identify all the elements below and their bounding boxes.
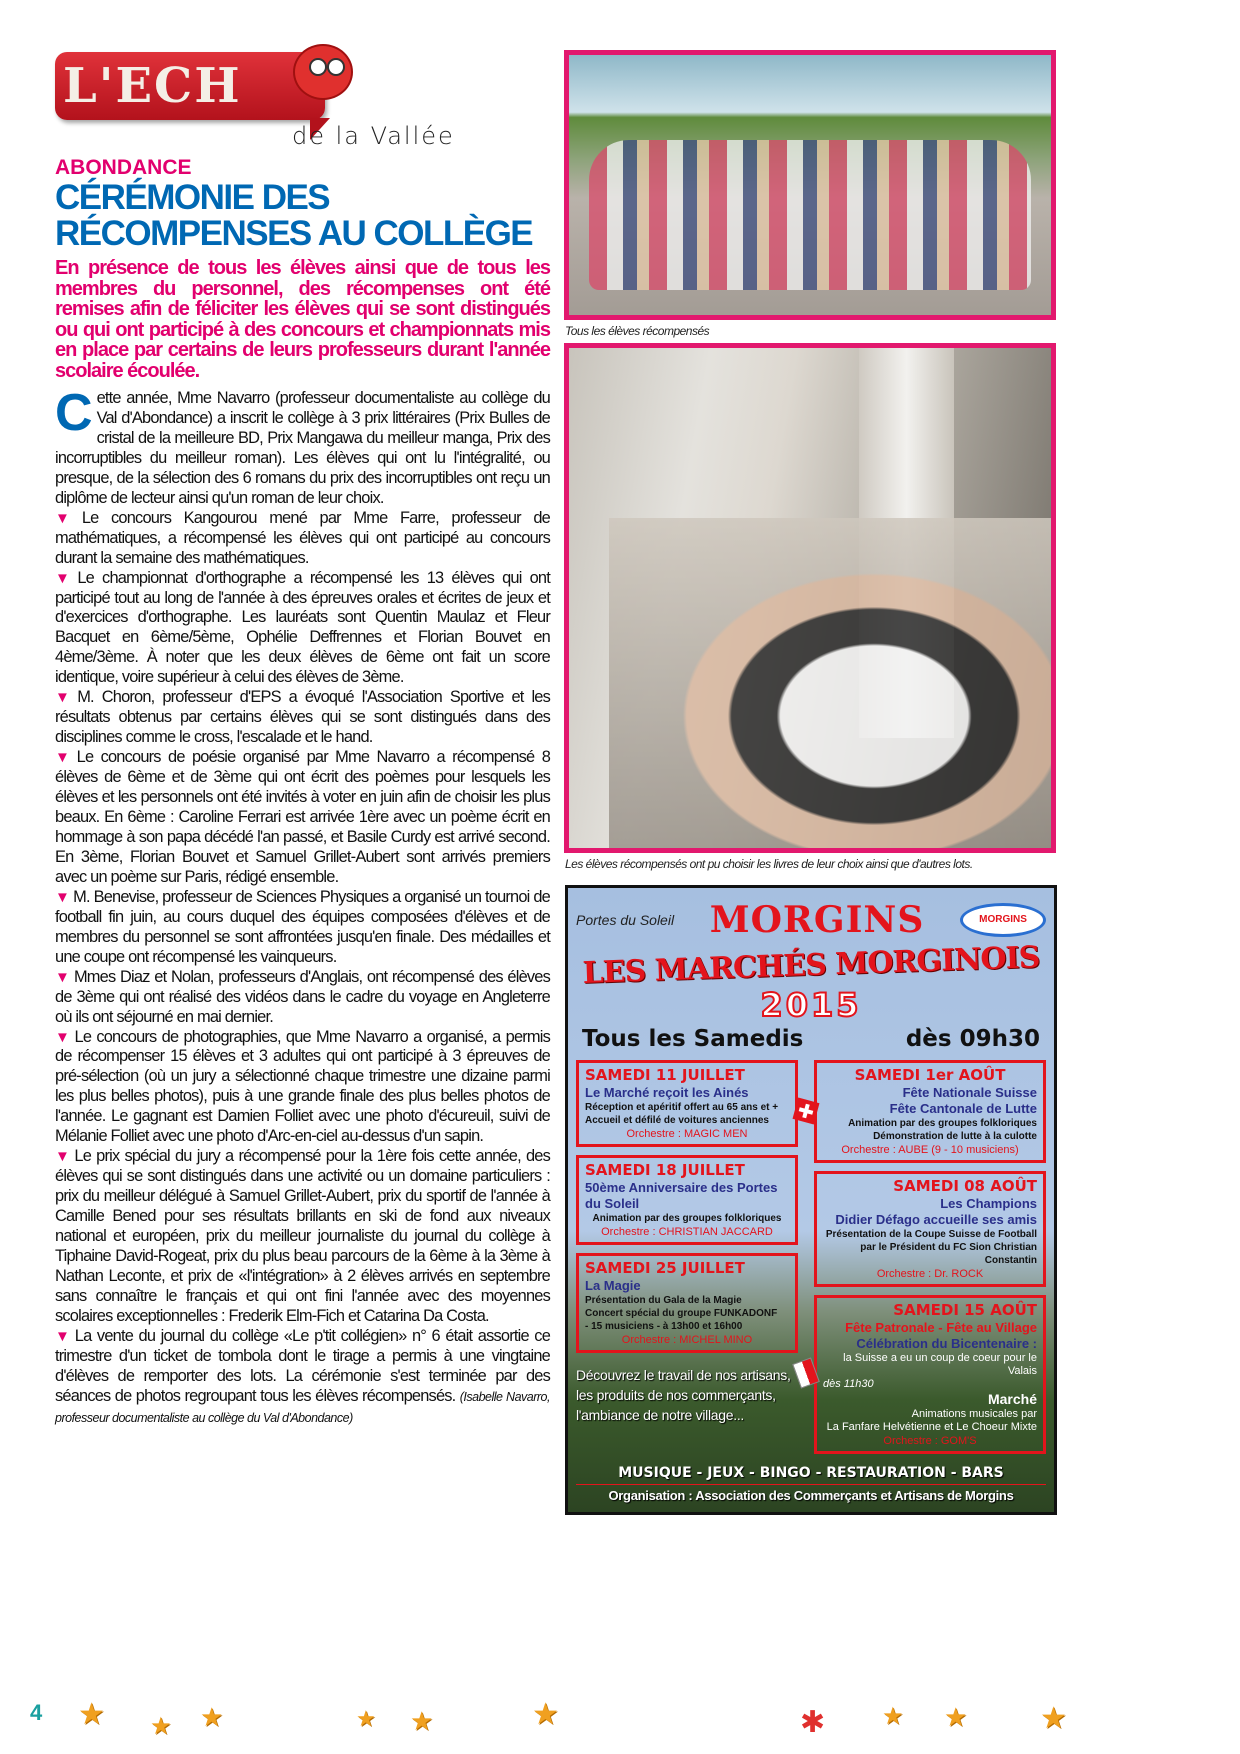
starfish-icon: ★	[356, 1706, 376, 1731]
students-group	[589, 140, 1031, 290]
ad-schedule	[576, 1024, 1046, 1054]
starfish-icon: ★	[78, 1698, 105, 1731]
ad-discover: Découvrez le travail de nos artisans, les produits de nos commerçants, l'ambiance de notre village...	[576, 1367, 791, 1423]
ad-headline: LES MARCHÉS MORGINOIS	[582, 940, 1040, 991]
event-column-left	[576, 1060, 798, 1454]
paragraph: ▼ Le concours de photographies, que Mme Navarro a organisé, a permis de récompenser 15 élèves et 3 adultes qui ont participé à 3 épreuves de pré-sélection (où un jury a sélectionné chaque trimestre une dizaine parmi les plus belles photos), puis à une grande finale des plus belles photos de l'année. Le gagnant est Damien Folliet avec une photo d'écureuil, suivi de Mélanie Folliet avec une photo d'Arc-en-ciel au-dessus d'un sapin.	[55, 1027, 551, 1146]
starfish-icon: ★	[944, 1702, 968, 1732]
photo-caption: Tous les élèves récompensés	[565, 324, 710, 338]
morgins-market-advert	[565, 885, 1057, 1515]
paragraph: ▼ M. Benevise, professeur de Sciences Physiques a organisé un tournoi de football fin juin, au cours duquel des équipes composées d'élèves et de membres du personnel se sont affrontées jusqu'en finale. Des médailles et une coupe ont récompensé les vainqueurs.	[55, 887, 550, 966]
ad-year: 2015	[760, 986, 862, 1024]
triangle-bullet-icon: ▼	[55, 968, 70, 986]
paragraph: ▼ Le concours Kangourou mené par Mme Farre, professeur de mathématiques, a récompensé les élèves qui ont participé au concours durant la semaine des mathématiques.	[55, 508, 551, 567]
event-box: SAMEDI 11 JUILLET Le Marché reçoit les Ainés Réception et apéritif offert au 65 ans et + Accueil et défilé de voitures anciennes Orchestre : MAGIC MEN	[576, 1060, 798, 1147]
morgins-brand: MORGINS	[709, 899, 925, 941]
page-number: 4	[30, 1700, 43, 1725]
students-seated	[609, 518, 1051, 848]
event-box: SAMEDI 08 AOÛT Les Champions Didier Défago accueille ses amis Présentation de la Coupe Suisse de Football par le Président du FC Sion Christian Constantin Orchestre : Dr. ROCK	[814, 1171, 1046, 1287]
event-box: SAMEDI 1er AOÛT Fête Nationale Suisse Fête Cantonale de Lutte Animation par des groupes folkloriques Démonstration de lutte à la culotte Orchestre : AUBE (9 - 10 musiciens)	[814, 1060, 1046, 1163]
starfish-icon: ★	[532, 1698, 559, 1731]
starfish-icon: ★	[1040, 1702, 1067, 1735]
morgins-logo: MORGINS	[960, 903, 1046, 937]
ad-logo-row	[576, 898, 1046, 942]
triangle-bullet-icon: ▼	[55, 1028, 71, 1046]
triangle-bullet-icon: ▼	[55, 749, 73, 767]
ad-organisation: Organisation : Association des Commerçants et Artisans de Morgins	[576, 1484, 1046, 1505]
students-photo	[564, 343, 1056, 853]
paragraph: Cette année, Mme Navarro (professeur documentaliste au collège du Val d'Abondance) a inscrit le collège à 3 prix littéraires (Prix Bulles de cristal de la meilleure BD, Prix Mangawa du meilleur manga, Prix des incorruptibles du meilleur roman). Les élèves qui ont lu l'intégralité, ou presque, de la sélection des 6 romans du prix des incorruptibles ont reçu un diplôme de lecteur ainsi qu'un roman de leur choix.	[55, 384, 550, 507]
paragraph: ▼ M. Choron, professeur d'EPS a évoqué l'Association Sportive et les résultats obtenus par certains élèves qui se sont distingués dans des disciplines comme le cross, l'escalade et le hand.	[55, 688, 550, 747]
crab-icon: ✱	[800, 1706, 826, 1739]
logo-title: L'ECH	[63, 58, 242, 114]
signature: (Isabelle Navarro, professeur documentaliste au collège du Val d'Abondance)	[55, 1389, 550, 1425]
drop-cap: C	[55, 384, 93, 442]
triangle-bullet-icon: ▼	[55, 689, 74, 707]
event-grid	[576, 1060, 1046, 1454]
article-body	[55, 384, 551, 1429]
article-kicker: ABONDANCE	[55, 156, 192, 179]
triangle-bullet-icon: ▼	[55, 569, 74, 587]
ad-days: Tous les Samedis	[582, 1026, 804, 1052]
starfish-icon: ★	[150, 1713, 172, 1740]
paragraph: ▼ Le concours de poésie organisé par Mme Navarro a récompensé 8 élèves de 6ème et de 3ème qui ont écrit des poèmes pour lesquels les élèves et les personnels ont été invités à voter en juin afin de choisir les plus beaux. En 6ème : Caroline Ferrari est arrivée 1ère avec un poème écrit en hommage à son papa décédé l'an passé, et Basile Curdy est arrivé second. En 3ème, Florian Bouvet et Samuel Grillet-Aubert sont arrivés premiers avec un poème sur Paris, rédigé ensemble.	[55, 748, 551, 886]
article-column	[55, 156, 550, 1429]
triangle-bullet-icon: ▼	[55, 888, 70, 906]
triangle-bullet-icon: ▼	[55, 1148, 71, 1166]
starfish-icon: ★	[410, 1706, 434, 1736]
event-box: SAMEDI 18 JUILLET 50ème Anniversaire des Portes du Soleil Animation par des groupes folkloriques Orchestre : CHRISTIAN JACCARD	[576, 1155, 798, 1245]
event-box: SAMEDI 15 AOÛT Fête Patronale - Fête au Village Célébration du Bicentenaire : la Suisse a eu un coup de coeur pour le Valais dès 11h30 Marché Animations musicales par La Fanfare Helvétienne et Le Choeur Mixte Orchestre : GOM'S	[814, 1295, 1046, 1454]
paragraph: ▼ Mmes Diaz et Nolan, professeurs d'Anglais, ont récompensé des élèves de 3ème qui ont réalisé des vidéos dans le cadre du voyage en Angleterre où ils ont séjourné en mai dernier.	[55, 967, 551, 1026]
paragraph: ▼ La vente du journal du collège «Le p'tit collégien» n° 6 était assortie ce trimestre d'un ticket de tombola dont le tirage a permis à une vingtaine d'élèves de remporter des lots. La cérémonie s'est terminée par des séances de photos regroupant tous les élèves récompensés. (Isabelle Navarro, professeur documentaliste au collège du Val d'Abondance)	[55, 1326, 551, 1425]
event-box: SAMEDI 25 JUILLET La Magie Présentation du Gala de la Magie Concert spécial du groupe FUNKADONF - 15 musiciens - à 13h00 et 16h00 Orchestre : MICHEL MINO	[576, 1253, 798, 1353]
magazine-logo	[55, 52, 325, 120]
triangle-bullet-icon: ▼	[55, 1327, 71, 1345]
starfish-icon: ★	[882, 1703, 904, 1730]
article-title: CÉRÉMONIE DES RÉCOMPENSES AU COLLÈGE	[55, 178, 533, 253]
crab-mascot-icon	[293, 44, 353, 100]
paragraph: ▼ Le championnat d'orthographe a récompensé les 13 élèves qui ont participé tout au long de l'année à des épreuves orales et écrites de jeux et d'exercices d'orthographe. Les lauréats sont Quentin Maulaz et Fleur Bacquet en 6ème/5ème, Ophélie Deffrennes et Florian Bouvet en 4ème/3ème. À noter que les deux élèves de 6ème ont fait un score identique, voire supérieur à celui des élèves de 3ème.	[55, 568, 550, 687]
logo-subtitle: de la Vallée	[292, 122, 455, 150]
triangle-bullet-icon: ▼	[55, 509, 78, 527]
ad-time: dès 09h30	[905, 1026, 1040, 1052]
ad-market-time: dès 11h30	[823, 1378, 874, 1390]
ad-activities: MUSIQUE - JEUX - BINGO - RESTAURATION - BARS	[618, 1465, 1004, 1481]
group-photo	[564, 50, 1056, 320]
event-column-right	[814, 1060, 1046, 1454]
paragraph: ▼ Le prix spécial du jury a récompensé pour la 1ère fois cette année, des élèves qui se sont distingués dans une activité ou un domaine particuliers : prix du meilleur délégué à Samuel Grillet-Aubert, prix du sportif de l'année à Camille Bened pour ses résultats brillants en ski de fond aux niveaux national et européen, prix du meilleur journaliste du journal du collège à Tiphaine David-Rogeat, prix du plus beau parcours de la 6ème à la 3ème à Nathan Leconte, et prix de «l'intégration» à 2 élèves arrivés en septembre sans connaître le français et qui ont fini l'année avec des moyennes scolaires exceptionnelles : Frederik Elm-Fich et Catarina Da Costa.	[55, 1147, 550, 1325]
photo-caption: Les élèves récompensés ont pu choisir les livres de leur choix ainsi que d'autres lots.	[565, 857, 973, 871]
starfish-icon: ★	[200, 1702, 224, 1732]
portes-du-soleil-logo: Portes du Soleil	[576, 912, 675, 928]
article-lede: En présence de tous les élèves ainsi que de tous les membres du personnel, des récompenses ont été remises afin de féliciter les élèves qui se sont distingués ou qui ont participé à des concours et championnats mis en place par certains de leurs professeurs durant l'année scolaire écoulée.	[55, 257, 550, 382]
